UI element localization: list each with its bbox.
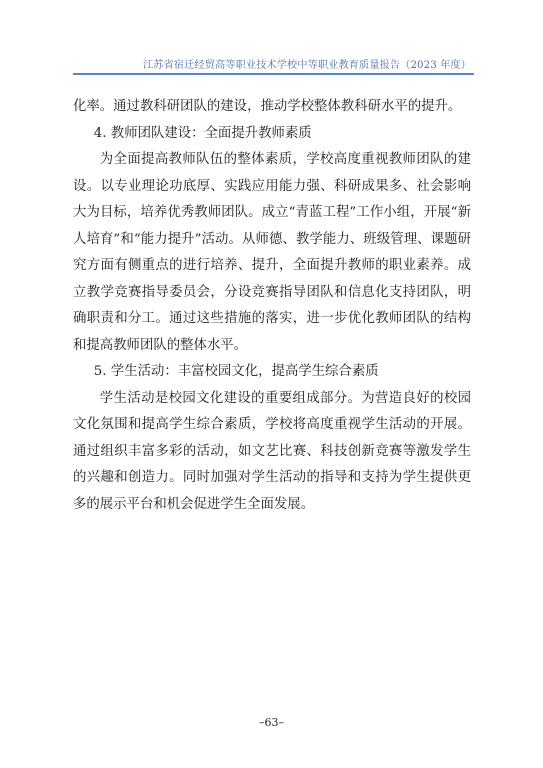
report-header-title: 江苏省宿迁经贸高等职业技术学校中等职业教育质量报告（2023 年度） [143, 60, 471, 71]
document-body [73, 94, 471, 518]
paragraph-student-activities: 学生活动是校园文化建设的重要组成部分。为营造良好的校园文化氛围和提高学生综合素质，学校将高度重视学生活动的开展。通过组织丰富多彩的活动，如文艺比赛、科技创新竞赛等激发学生的兴趣和创造力。同时加强对学生活动的指导和支持为学生提供更多的展示平台和机会促进学生全面发展。 [73, 390, 471, 512]
paragraph-teacher-team: 为全面提高教师队伍的整体素质，学校高度重视教师团队的建设。以专业理论功底厚、实践应用能力强、科研成果多、社会影响大为目标，培养优秀教师团队。成立“青蓝工程”工作小组，开展“新人培育”和“能力提升”活动。从师德、教学能力、班级管理、课题研究方面有侧重点的进行培养、提升，全面提升教师的职业素养。成立教学竞赛指导委员会，分设竞赛指导团队和信息化支持团队，明确职责和分工。通过这些措施的落实，进一步优化教师团队的结构和提高教师团队的整体水平。 [73, 152, 471, 353]
section-heading-student-activities: 5. 学生活动：丰富校园文化，提高学生综合素质 [93, 364, 379, 379]
paragraph-continuation: 化率。通过教科研团队的建设，推动学校整体教科研水平的提升。 [73, 99, 462, 114]
section-heading-teacher-team: 4. 教师团队建设：全面提升教师素质 [93, 125, 312, 141]
page-number: –63– [259, 716, 284, 729]
header-divider [73, 73, 474, 75]
